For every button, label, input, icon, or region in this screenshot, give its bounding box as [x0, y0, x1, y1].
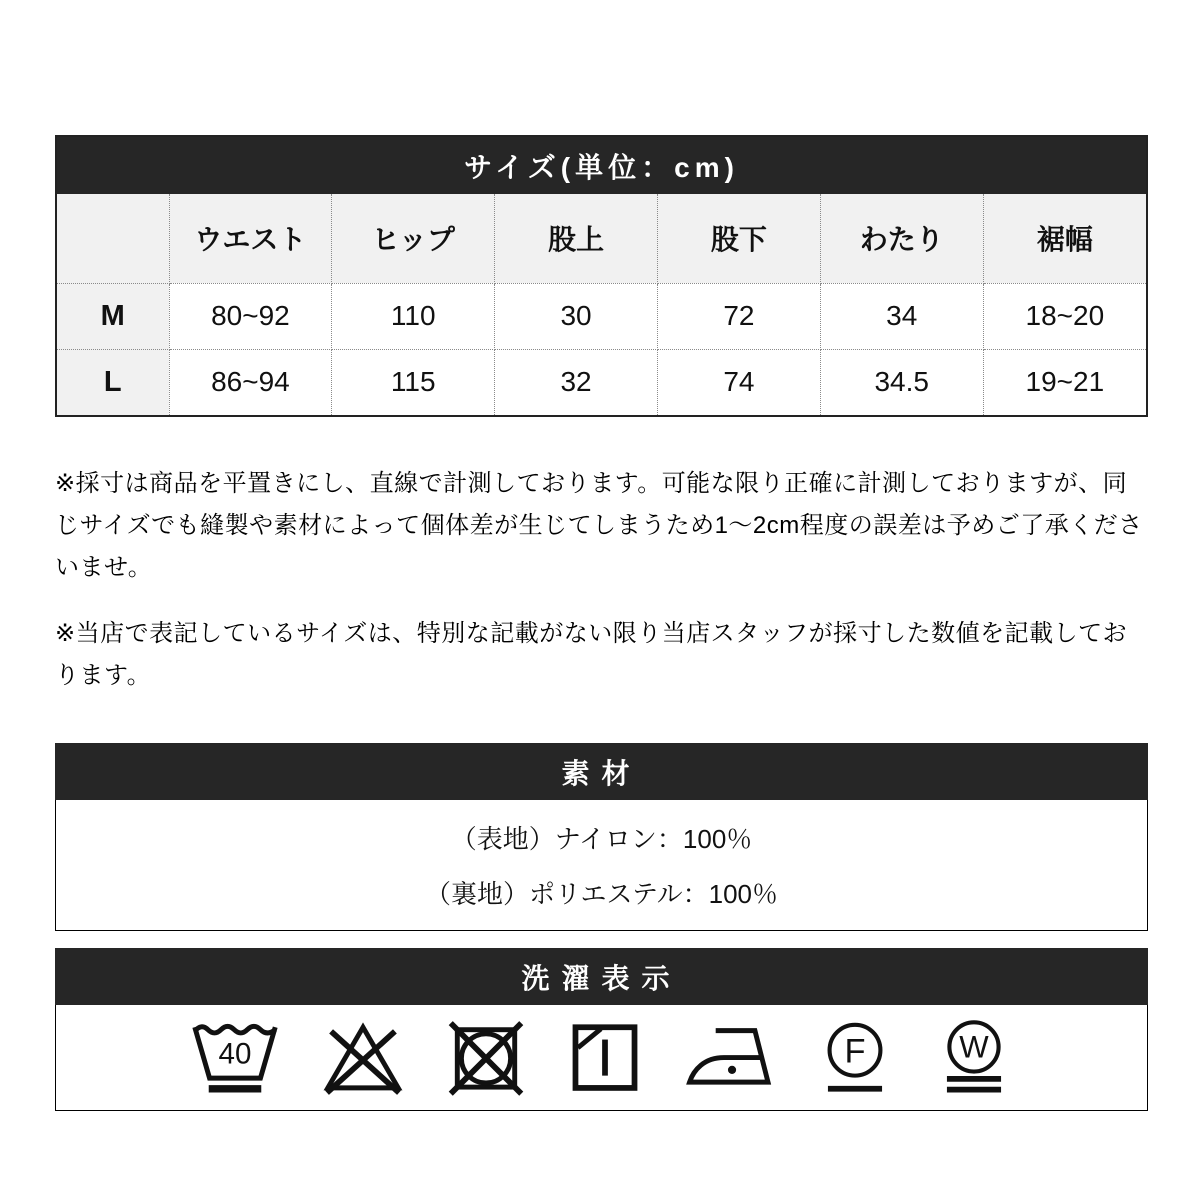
svg-text:W: W [958, 1029, 989, 1065]
material-title: 素材 [561, 757, 642, 789]
do-not-bleach-icon [318, 1019, 408, 1097]
cell-m-hip: 110 [332, 283, 495, 349]
table-row-size-l [57, 349, 1146, 415]
cell-m-rise: 30 [495, 283, 658, 349]
page-content [55, 135, 1148, 1111]
svg-text:F: F [843, 1032, 866, 1071]
cell-l-hem: 19~21 [983, 349, 1146, 415]
column-header-hip: ヒップ [332, 194, 495, 283]
laundry-title-bar [55, 948, 1148, 1005]
cell-l-thigh: 34.5 [820, 349, 983, 415]
cell-m-thigh: 34 [820, 283, 983, 349]
do-not-tumble-dry-icon [445, 1019, 527, 1097]
size-table-corner-cell [57, 194, 169, 283]
measurement-notes [55, 463, 1148, 697]
cell-m-waist: 80~92 [169, 283, 332, 349]
cell-l-hip: 115 [332, 349, 495, 415]
material-lining-fabric: （裏地）ポリエステル：100％ [424, 879, 779, 909]
column-header-hem: 裾幅 [983, 194, 1146, 283]
note-staff-measured: ※当店で表記しているサイズは、特別な記載がない限り当店スタッフが採寸した数値を記載しております。 [55, 620, 1128, 689]
iron-low-heat-icon [683, 1019, 777, 1097]
size-table-title-bar [57, 137, 1146, 194]
laundry-symbols-row [56, 1005, 1147, 1110]
laundry-title: 洗濯表示 [521, 962, 682, 994]
column-header-inseam: 股下 [657, 194, 820, 283]
note-measurement-method: ※採寸は商品を平置きにし、直線で計測しております。可能な限り正確に計測しておりますが、同じサイズでも縫製や素材によって個体差が生じてしまうため1〜2cm程度の誤差は予めご了承くださいませ。 [55, 470, 1143, 581]
line-dry-in-shade-icon [564, 1019, 646, 1097]
column-header-waist: ウエスト [169, 194, 332, 283]
table-row-size-m [57, 283, 1146, 349]
laundry-section [55, 948, 1148, 1111]
cell-l-waist: 86~94 [169, 349, 332, 415]
wet-clean-w-icon [933, 1019, 1015, 1097]
material-section [55, 743, 1148, 931]
cell-l-inseam: 74 [657, 349, 820, 415]
cell-l-rise: 32 [495, 349, 658, 415]
cell-m-hem: 18~20 [983, 283, 1146, 349]
column-header-rise: 股上 [495, 194, 658, 283]
size-table-header-row [57, 194, 1146, 283]
size-table [57, 194, 1146, 415]
cell-m-inseam: 72 [657, 283, 820, 349]
dry-clean-f-icon [814, 1019, 896, 1097]
material-outer-fabric: （表地）ナイロン：100％ [450, 824, 753, 854]
row-label-l: L [57, 349, 169, 415]
row-label-m: M [57, 283, 169, 349]
column-header-thigh: わたり [820, 194, 983, 283]
svg-text:40: 40 [218, 1036, 251, 1070]
size-table-section [55, 135, 1148, 417]
material-body [56, 800, 1147, 930]
wash-40-icon [189, 1019, 281, 1097]
material-title-bar [55, 743, 1148, 800]
size-table-title: サイズ(単位：cm) [464, 151, 739, 183]
